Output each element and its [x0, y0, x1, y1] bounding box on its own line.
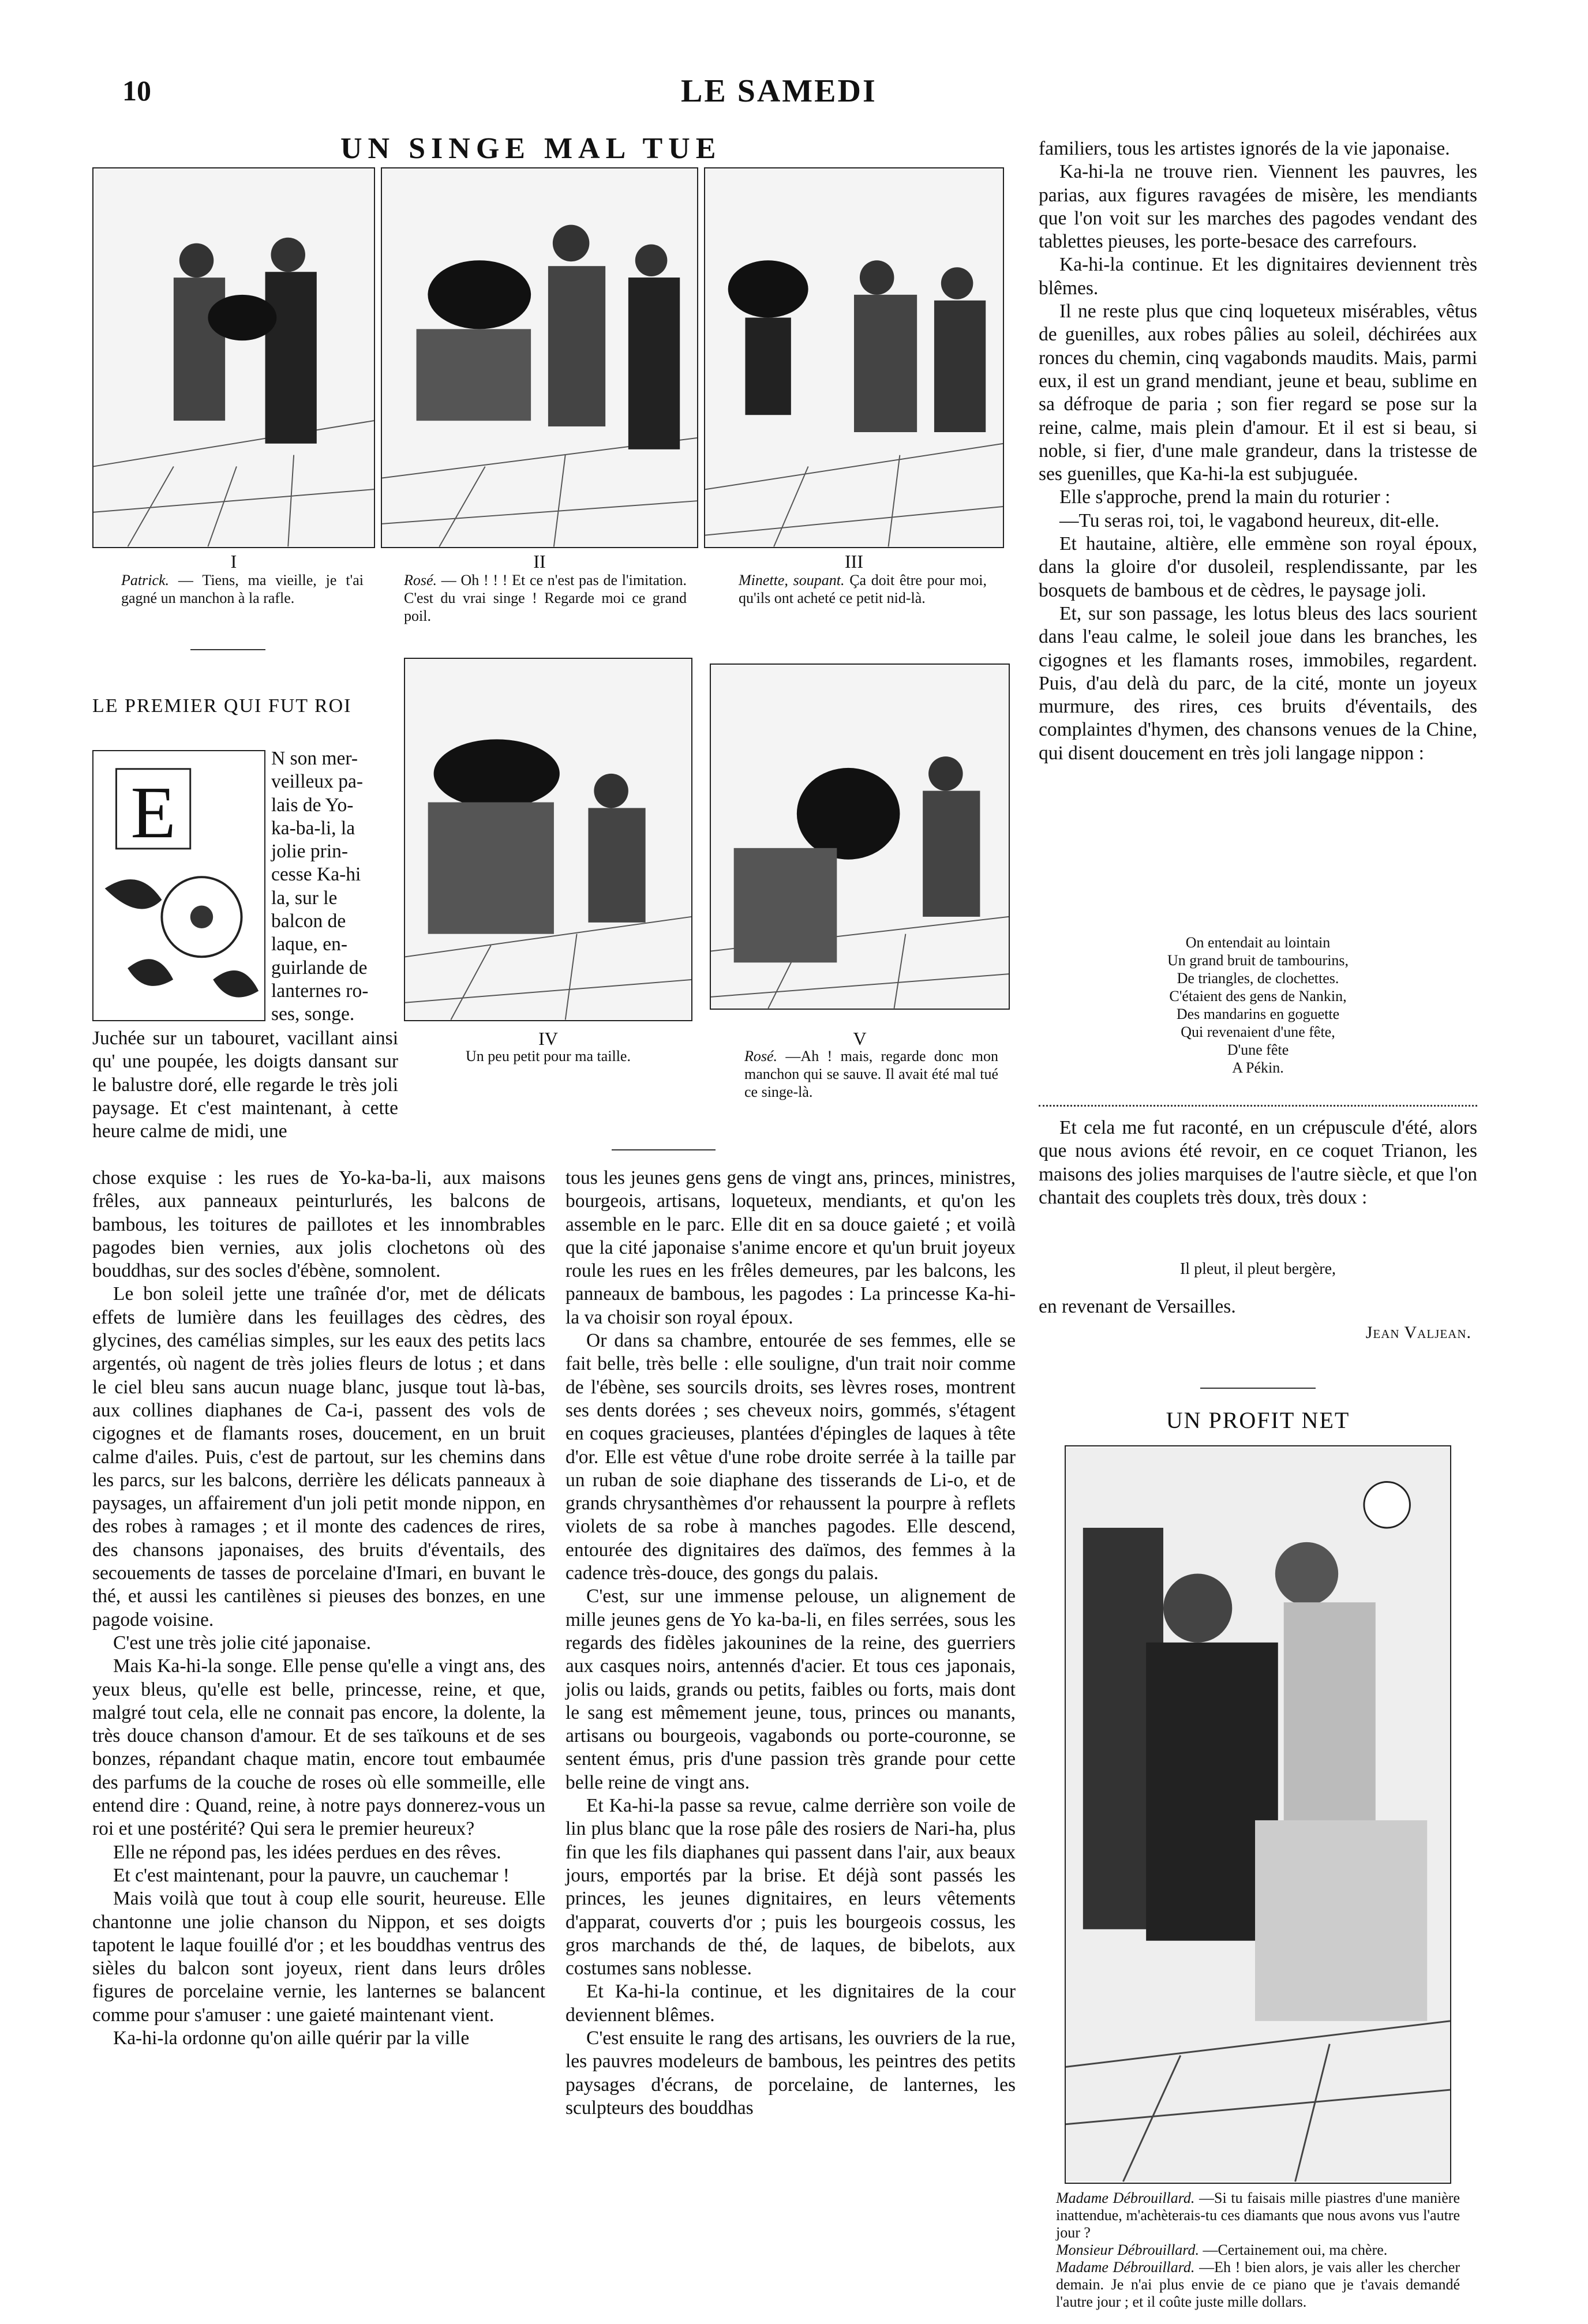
paragraph: en revenant de Versailles. [1039, 1296, 1236, 1317]
caption-line [1056, 2190, 1460, 2241]
paragraph: chose exquise : les rues de Yo-ka-ba-li, aux maisons frêles, aux panneaux peinturlurés, les balcons de bambous, les toitures de paillotes et les innombrables pagodes bien vernies, aux jolis clochetons où des bouddhas, sur des socles d'ébène, somnolent. [92, 1167, 545, 1282]
article-title-premier-roi: LE PREMIER QUI FUT ROI [92, 695, 352, 717]
paragraph: Et Ka-hi-la passe sa revue, calme derrière son voile de lin plus blanc que la rose pâle des rosiers de Nari-ha, plus fin que les fils diaphanes qui passent dans l'air, aux beaux jours, emportés par la brise. Et déjà sont passés les princes, les jeunes dignitaires, en leurs vêtements d'apparat, couverts d'or ; puis les bourgeois cossus, les gros marchands de thé, de laques, de bibelots, aux costumes sans noblesse. [565, 1795, 1016, 1980]
paragraph: C'est ensuite le rang des artisans, les ouvriers de la rue, les pauvres modeleurs de bambous, les peintres des petits paysages d'écrans, de porcelaine, de lanternes, les sculpteurs des bouddhas [565, 2027, 1016, 2119]
panel-3-speaker: Minette, soupant. [739, 572, 845, 589]
narrow-line: jolie prin- [271, 841, 349, 863]
article-title-profit-net: UN PROFIT NET [1166, 1407, 1350, 1433]
comic-panel-1 [92, 167, 375, 548]
poem-line: On entendait au lointain [1185, 934, 1331, 951]
narrow-line: lais de Yo- [271, 794, 354, 816]
column-divider [612, 1149, 716, 1150]
comic-panel-3 [704, 167, 1004, 548]
poem [1039, 934, 1477, 1077]
caption-line [1056, 2241, 1460, 2259]
article1-epilogue [1039, 1116, 1477, 1209]
narrow-line: N son mer- [271, 748, 358, 769]
poem-line: De triangles, de clochettes. [1177, 970, 1339, 987]
paragraph: —Tu seras roi, toi, le vagabond heureux, dit-elle. [1059, 509, 1440, 531]
poem-line: C'étaient des gens de Nankin, [1169, 988, 1347, 1004]
publication-masthead: LE SAMEDI [681, 73, 877, 109]
panel-5-number: V [853, 1028, 867, 1049]
paragraph: Et Ka-hi-la continue, et les dignitaires de la cour deviennent blêmes. [565, 1981, 1016, 2026]
floral-ornament-icon [93, 751, 264, 1020]
poem-line: Des mandarins en goguette [1176, 1006, 1340, 1022]
paragraph: Or dans sa chambre, entourée de ses femmes, elle se fait belle, très belle : elle souligne, d'un trait noir comme de l'ébène, ses sourcils droits, ses lèvres roses, montrent ses dents dorées ; ses cheveux noirs, gommés, s'étagent en coques gracieuses, plantées d'épingles de laques à tête d'or. Elle est vêtue d'une robe droite serrée à la taille par un ruban de soie diaphane des tisserands de Li-o, et de grands chrysanthèmes d'or rehaussent la pourpre à reflets violets de sa robe à manches pagodes. Elle descend, entourée des dignitaires des daïmos, des femmes à la cadence très-douce, des gongs du palais. [565, 1330, 1016, 1584]
narrow-line: laque, en- [271, 934, 348, 955]
poem-line: A Pékin. [1232, 1059, 1284, 1076]
panel-1-caption [121, 571, 364, 607]
poem-line: Un grand bruit de tambourins, [1167, 952, 1349, 969]
comic-panel-3-illustration [705, 168, 1003, 547]
comic-title: UN SINGE MAL TUE [340, 132, 722, 165]
narrow-line: ka-ba-li, la [271, 817, 355, 839]
narrow-line: la, sur le [271, 887, 338, 909]
panel-1-number: I [230, 551, 237, 572]
article1-narrow-lines [271, 747, 404, 1026]
paragraph: Elle s'approche, prend la main du roturier : [1059, 486, 1391, 508]
paragraph: Mais Ka-hi-la songe. Elle pense qu'elle a vingt ans, des yeux bleus, qu'elle est belle, princesse, reine, et que, malgré tout cela, elle ne connait pas encore, la dolente, la très douce chanson d'amour. Et de ses taïkouns et de ses bonzes, répandant chaque matin, encore tout embaumée des parfums de la couche de roses où elle sommeille, elle entend dire : Quand, reine, à notre pays donnerez-vous un roi et une postérité? Qui sera le premier heureux? [92, 1655, 545, 1840]
narrow-line: veilleux pa- [271, 771, 364, 793]
caption-line [1056, 2259, 1460, 2311]
panel-1-text: — Tiens, ma vieille, je t'ai gagné un manchon à la rafle. [121, 572, 364, 606]
paragraph: Elle ne répond pas, les idées perdues en des rêves. [113, 1841, 501, 1863]
panel-3-number: III [845, 551, 863, 572]
caption-text: —Certainement oui, ma chère. [1199, 2241, 1388, 2258]
paragraph: Ka-hi-la ordonne qu'on aille quérir par la ville [113, 2027, 470, 2049]
comic-panel-1-illustration [93, 168, 374, 547]
cartoon-illustration [1065, 1445, 1451, 2184]
page-number: 10 [122, 74, 151, 107]
paragraph: Ka-hi-la continue. Et les dignitaires deviennent très blêmes. [1039, 254, 1477, 299]
caption-speaker: Monsieur Débrouillard. [1056, 2241, 1199, 2258]
comic-panel-4 [404, 658, 692, 1021]
caption-text: —Si tu faisais mille piastres d'une manière inattendue, m'achèterais-tu ces diamants que nous avons vus l'autre jour ? [1056, 2190, 1460, 2241]
paragraph: C'est une très jolie cité japonaise. [113, 1632, 371, 1654]
paragraph: Et, sur son passage, les lotus bleus des lacs sourient dans l'eau calme, le soleil joue dans les branches, les cigognes et les flamants roses, immobiles, regardent. Puis, d'au delà du parc, de la cité, monte un joyeux murmure, des rires, ces bruits d'éventails, des complaintes d'hymen, des chansons venues de la Chine, qui disent doucement en très joli langage nippon : [1039, 602, 1477, 764]
panel-4-caption: Un peu petit pour ma taille. [466, 1048, 631, 1064]
section-divider [190, 649, 265, 650]
panel-4-number: IV [538, 1028, 558, 1049]
comic-panel-4-illustration [405, 659, 691, 1020]
section-divider [1200, 1388, 1316, 1389]
panel-3-text: Ça doit être pour moi, qu'ils ont acheté ce petit nid-là. [739, 572, 987, 606]
caption-speaker: Madame Débrouillard. [1056, 2259, 1195, 2276]
panel-5-speaker: Rosé. [744, 1048, 778, 1064]
panel-5-text: —Ah ! mais, regarde donc mon manchon qui se sauve. Il avait été mal tué ce singe-là. [744, 1048, 998, 1100]
paragraph: Mais voilà que tout à coup elle sourit, heureuse. Elle chantonne une jolie chanson du Nippon, et ses doigts tapotent le laque fouillé d'or ; et les bouddhas ventrus des sièles du balcon sont joyeux, rient dans leurs drôles figures de porcelaine vernie, les lanternes se balancent comme pour s'amuser : une gaieté maintenant vient. [92, 1888, 545, 2026]
cartoon-caption [1056, 2190, 1460, 2311]
panel-3-caption [739, 571, 987, 607]
paragraph: tous les jeunes gens gens de vingt ans, princes, ministres, bourgeois, artisans, loqueteux, mendiants, et qu'on les assemble en le parc. Elle dit en sa douce gaieté ; et voilà que la cité japonaise s'anime encore et qu'un bruit joyeux roule les rues en les frêles demeures, par les balcons, les panneaux de bambous, les pagodes : La princesse Ka-hi-la va choisir son royal époux. [565, 1167, 1016, 1328]
article1-column-3 [1039, 137, 1477, 765]
author-signature: Jean Valjean. [1365, 1323, 1471, 1342]
caption-text: —Eh ! bien alors, je vais aller les chercher demain. Je n'ai plus envie de ce piano que je t'avais demandé l'autre jour ; et il coûte juste mille dollars. [1056, 2259, 1460, 2310]
article1-intro-text [92, 1027, 398, 1143]
narrow-line: lanternes ro- [271, 980, 369, 1002]
refrain: Il pleut, il pleut bergère, [1179, 1260, 1336, 1278]
paragraph: C'est, sur une immense pelouse, un alignement de mille jeunes gens de Yo ka-ba-li, en files serrées, sous les regards des fidèles jakounines de la reine, des guerriers aux casques noirs, antennés d'acier. Et tous ces japonais, jolis ou laids, grands ou petits, faibles ou forts, mais dont le sang est mêmement jeune, tous, princes ou manants, artisans ou bourgeois, vagabonds ou porte-couronne, se sentent émus, pris d'une passion très grande pour cette belle reine de vingt ans. [565, 1585, 1016, 1793]
panel-2-number: II [533, 551, 546, 572]
narrow-line: balcon de [271, 910, 346, 932]
panel-5-caption [744, 1047, 998, 1101]
dotted-divider [1039, 1105, 1477, 1107]
drop-cap-letter: E [130, 771, 176, 854]
comic-panel-5 [710, 664, 1010, 1010]
comic-panel-5-illustration [711, 665, 1009, 1009]
paragraph: Et cela me fut raconté, en un crépuscule d'été, alors que nous avions été revoir, en ce coquet Trianon, les maisons des jolies marquises de l'autre siècle, et que l'on chantait des couplets très doux, très doux : [1039, 1117, 1477, 1208]
cartoon-illustration-drawing [1066, 1446, 1450, 2183]
closing-line [1039, 1295, 1477, 1318]
paragraph: Le bon soleil jette une traînée d'or, met de délicats effets de lumière dans les feuillages des cèdres, des glycines, des camélias simples, sur les eaux des petits lacs argentés, où nagent de très jolies fleurs de lotus ; et dans le ciel bleu sans aucun nuage blanc, jusque tout là-bas, aux collines diaphanes de Ca-i, passent des vols de cigognes et de flamants roses, doucement, en un bruit calme d'ailes. Puis, c'est de partout, sur les chemins dans les parcs, sur les balcons, derrière les délicats panneaux à paysages, un affairement d'un joli petit monde nippon, en des robes à ramages ; et il monte des cadences de rires, des chansons japonaises, des bruits d'éventails, des secouements de tasses de porcelaine d'Imari, en buvant le thé, et aussi les cantilènes si pieuses des bonzes, en une pagode voisine. [92, 1283, 545, 1630]
paragraph: familiers, tous les artistes ignorés de la vie japonaise. [1039, 138, 1450, 159]
narrow-line: ses, songe. [271, 1003, 355, 1025]
drop-cap-illustration [92, 750, 265, 1021]
article1-column-1 [92, 1167, 545, 2050]
paragraph: Et c'est maintenant, pour la pauvre, un cauchemar ! [113, 1864, 510, 1886]
panel-2-text: — Oh ! ! ! Et ce n'est pas de l'imitation. C'est du vrai singe ! Regarde moi ce grand poil. [404, 572, 687, 624]
article1-column-2 [565, 1167, 1016, 2120]
paragraph: Ka-hi-la ne trouve rien. Viennent les pauvres, les parias, aux figures ravagées de misère, les mendiants que l'on voit sur les marches des pagodes vendant des tablettes pieuses, les porte-besace des carrefours. [1039, 161, 1477, 253]
poem-line: D'une fête [1227, 1041, 1289, 1058]
narrow-line: cesse Ka-hi [271, 864, 361, 886]
panel-1-speaker: Patrick. [121, 572, 170, 589]
comic-panel-2-illustration [382, 168, 697, 547]
comic-panel-2 [381, 167, 698, 548]
narrow-line: guirlande de [271, 957, 368, 979]
caption-speaker: Madame Débrouillard. [1056, 2190, 1195, 2206]
paragraph: Il ne reste plus que cinq loqueteux misérables, vêtus de guenilles, aux robes pâlies au soleil, déchirées aux ronces du chemin, cinq vagabonds maudits. Mais, parmi eux, il est un grand mendiant, jeune et beau, sublime en sa défroque de paria ; son fier regard se pose sur la reine, calme, mais plein d'amour. Et il est si beau, si noble, si fier, d'une male grandeur, dans la tristesse de ses guenilles, que Ka-hi-la est subjuguée. [1039, 301, 1477, 485]
panel-2-caption [404, 571, 687, 625]
panel-2-speaker: Rosé. [404, 572, 437, 589]
paragraph: Et hautaine, altière, elle emmène son royal époux, dans la gloire d'or dusoleil, resplendissante, par les bosquets de bambous et de cèdres, le paysage joli. [1039, 533, 1477, 601]
paragraph: Juchée sur un tabouret, vacillant ainsi qu' une poupée, les doigts dansant sur le balustre doré, elle regarde le très joli paysage. Et c'est maintenant, à cette heure calme de midi, une [92, 1028, 398, 1142]
poem-line: Qui revenaient d'une fête, [1181, 1024, 1335, 1040]
